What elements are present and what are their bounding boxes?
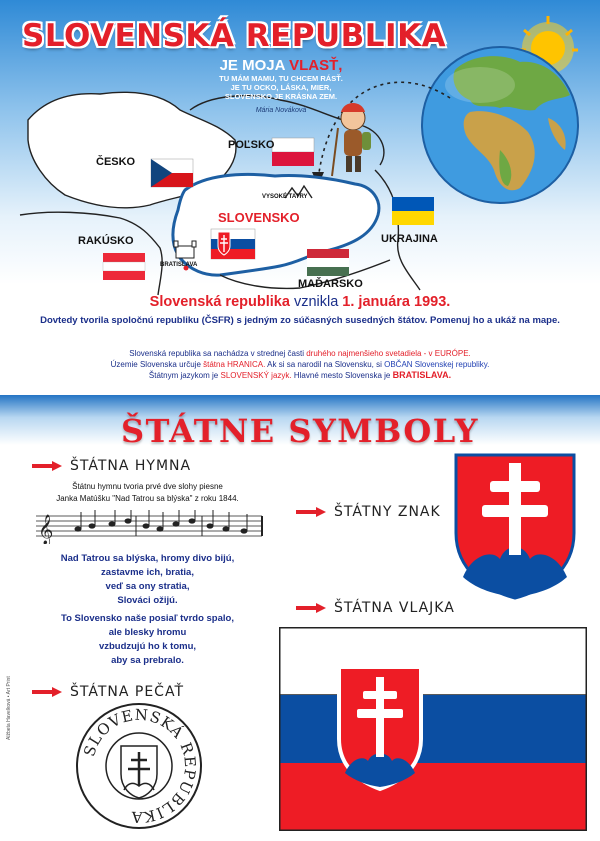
flag-heading [296, 600, 455, 616]
arrow-icon [296, 507, 326, 517]
label-czechia: ČESKO [96, 156, 136, 168]
verse-line: aby sa prebralo. [111, 655, 184, 666]
info-fact-text: Štátnym jazykom je [148, 371, 219, 380]
info-fact-text: Slovenská republika sa nachádza v strednej časti [129, 349, 304, 358]
info-title [0, 294, 600, 310]
info-fact-highlight: SLOVENSKÝ jazyk. [220, 371, 292, 380]
info-subtitle: Dovtedy tvorila spoločnú republiku (ČSFR) s jedným zo súčasných susedných štátov. Pomenuj ho a ukáž na mape. [40, 315, 560, 326]
info-fact-text: Územie Slovenska určuje [110, 360, 201, 369]
verse-line: To Slovensko naše posiaľ tvrdo spalo, [61, 613, 234, 624]
info-title-verb: vznikla [293, 294, 339, 310]
music-staff-icon [36, 510, 264, 544]
map-ukraine-border [375, 170, 420, 290]
poem-author: Mária Nováková [255, 107, 307, 114]
label-tatras: VYSOKÉ TATRY [262, 194, 308, 200]
info-fact [0, 348, 600, 359]
info-fact [0, 359, 600, 370]
arrow-icon [32, 687, 62, 697]
info-fact-highlight: štátna HRANICA. [203, 360, 266, 369]
anthem-label: ŠTÁTNA HYMNA [70, 458, 192, 474]
label-capital: BRATISLAVA [160, 262, 198, 268]
emblem-heading [296, 504, 441, 520]
poem-head [196, 57, 366, 74]
verse-line: Slováci ožijú. [117, 595, 178, 606]
arrow-icon [32, 461, 62, 471]
label-poland: POĽSKO [228, 139, 275, 151]
info-facts [0, 348, 600, 381]
page-title: SLOVENSKÁ REPUBLIKA [22, 18, 447, 54]
poem-line: JE TU OCKO, LÁSKA, MIER, [230, 83, 332, 92]
seal-heading [32, 684, 184, 700]
author-credit: Alžbeta Havelková • Art Print [6, 676, 12, 740]
map-illustration [0, 0, 600, 300]
verse-line: ale blesky hromu [108, 627, 187, 638]
svg-text:𝄞: 𝄞 [38, 515, 54, 544]
poem-head-accent: VLASŤ, [289, 57, 343, 74]
coat-of-arms [452, 451, 578, 601]
globe-icon [422, 47, 578, 203]
poem-head-plain: JE MOJA [219, 57, 285, 74]
info-fact-highlight: druhého najmenšieho svetadiela - v EURÓPE. [306, 349, 471, 358]
anthem-verse-2 [30, 612, 265, 668]
state-seal [75, 702, 203, 830]
verse-line: zastavme ich, bratia, [101, 567, 194, 578]
flag-austria [103, 253, 145, 280]
emblem-label: ŠTÁTNY ZNAK [334, 504, 441, 520]
flag-slovakia-map [211, 229, 255, 259]
info-fact-text: Hlavné mesto Slovenska je [293, 371, 391, 380]
verse-line: veď sa ony stratia, [105, 581, 190, 592]
label-austria: RAKÚSKO [78, 235, 134, 247]
flag-czechia [151, 159, 193, 187]
label-ukraine: UKRAJINA [381, 233, 438, 245]
poem-line: TU MÁM MAMU, TU CHCEM RÁSŤ. [219, 74, 343, 83]
info-fact-text: Ak si sa narodil na Slovensku, si [267, 360, 382, 369]
label-slovakia: SLOVENSKO [218, 210, 300, 225]
info-title-date: 1. januára 1993. [342, 294, 451, 310]
anthem-verse-1 [30, 552, 265, 608]
flag-ukraine [392, 197, 434, 225]
arrow-icon [296, 603, 326, 613]
info-title-country: Slovenská republika [149, 294, 290, 310]
info-fact [0, 370, 600, 381]
poem-line: SLOVENSKO JE KRÁSNA ZEM. [224, 92, 338, 101]
anthem-intro-line: Janka Matúšku "Nad Tatrou sa blýska" z roku 1844. [56, 494, 239, 503]
symbols-title: ŠTÁTNE SYMBOLY [120, 412, 480, 450]
anthem-heading [32, 458, 191, 474]
info-fact-highlight: BRATISLAVA. [392, 370, 452, 380]
anthem-intro-line: Štátnu hymnu tvoria prvé dve slohy piesne [72, 482, 223, 491]
seal-text: SLOVENSKÁ REPUBLIKA [80, 705, 200, 827]
verse-line: Nad Tatrou sa blýska, hromy divo bijú, [60, 553, 235, 564]
flag-poland [272, 138, 314, 166]
verse-line: vzbudzujú ho k tomu, [98, 641, 197, 652]
label-hungary: MAĎARSKO [298, 278, 363, 290]
anthem-intro [30, 481, 265, 505]
state-flag [279, 627, 587, 831]
flag-label: ŠTÁTNA VLAJKA [334, 600, 455, 616]
info-fact-highlight: OBČAN Slovenskej republiky. [384, 360, 490, 369]
seal-label: ŠTÁTNA PEČAŤ [70, 684, 184, 700]
flag-hungary [307, 249, 349, 276]
poem [196, 57, 366, 114]
